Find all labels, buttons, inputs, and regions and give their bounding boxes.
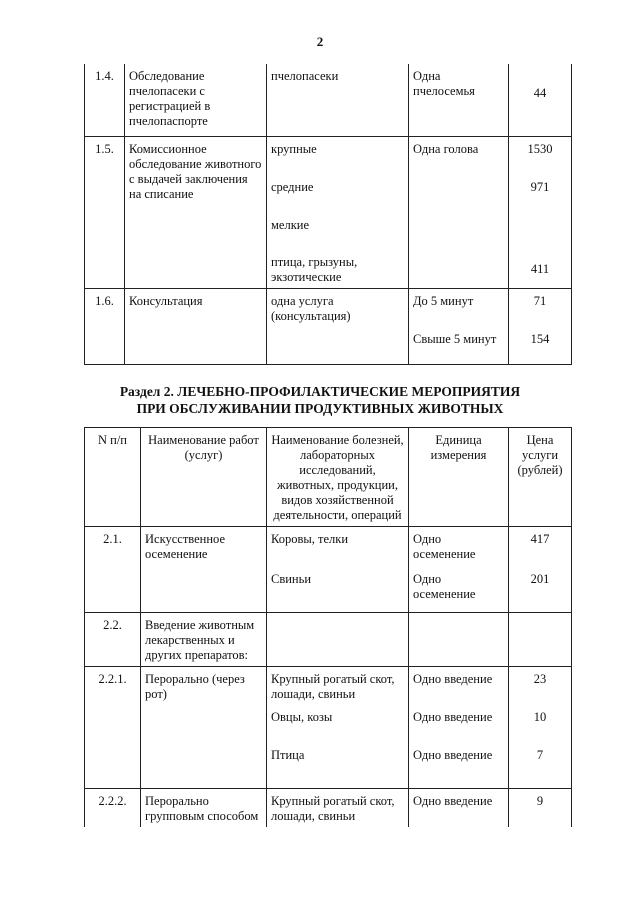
price-value: 411 xyxy=(530,261,550,276)
header-price: Цена услуги (рублей) xyxy=(509,428,572,527)
header-name: Наименование работ (услуг) xyxy=(141,428,267,527)
price-value: 417 xyxy=(530,532,550,546)
price-value: 971 xyxy=(530,179,550,194)
service-name: Искусственное осеменение xyxy=(141,527,267,613)
row-number: 2.1. xyxy=(85,527,141,613)
item-text: крупные xyxy=(271,141,317,156)
item-text: пчелопасеки xyxy=(267,64,409,136)
service-name: Обследование пчелопасеки с регистрацией в пчелопаспорте xyxy=(125,64,267,136)
price-value: 1530 xyxy=(527,141,553,156)
price-cell xyxy=(509,667,572,789)
price-value: 44 xyxy=(509,64,572,136)
item-text: Свиньи xyxy=(271,572,312,586)
header-num: N п/п xyxy=(85,428,141,527)
item-text: мелкие xyxy=(271,217,310,232)
item-text: Птица xyxy=(271,748,305,762)
table-row xyxy=(85,288,572,364)
row-number: 2.2. xyxy=(85,613,141,667)
unit-text: Одно осеменение xyxy=(413,572,476,601)
price-value: 9 xyxy=(509,789,572,828)
table-row xyxy=(85,613,572,667)
section-title-line2: ПРИ ОБСЛУЖИВАНИИ ПРОДУКТИВНЫХ ЖИВОТНЫХ xyxy=(136,401,504,416)
page-number: 2 xyxy=(316,34,324,49)
price-value: 201 xyxy=(530,572,550,586)
service-name: Перорально (через рот) xyxy=(141,667,267,789)
price-value: 23 xyxy=(533,672,547,686)
item-text: Овцы, козы xyxy=(271,710,333,724)
price-value: 71 xyxy=(533,293,547,308)
unit-cell xyxy=(409,667,509,789)
table-row xyxy=(85,667,572,789)
row-number: 2.2.2. xyxy=(85,789,141,828)
unit-text: Одна пчелосемья xyxy=(409,64,509,136)
section-title-line1: Раздел 2. ЛЕЧЕБНО-ПРОФИЛАКТИЧЕСКИЕ МЕРОПРИЯТИЯ xyxy=(119,384,521,399)
item-cell xyxy=(267,527,409,613)
table-header-row xyxy=(85,428,572,527)
header-diseases: Наименование болезней, лабораторных исследований, животных, продукции, видов хозяйственной деятельности, операций xyxy=(267,428,409,527)
price-cell xyxy=(509,527,572,613)
table-row xyxy=(85,136,572,288)
header-unit: Единица измерения xyxy=(409,428,509,527)
table-section2 xyxy=(84,427,572,827)
service-name: Перорально групповым способом xyxy=(141,789,267,828)
unit-text: Одно введение xyxy=(413,748,493,762)
unit-text: Одно введение xyxy=(413,710,493,724)
row-number: 2.2.1. xyxy=(85,667,141,789)
table-row xyxy=(85,64,572,136)
row-number: 1.6. xyxy=(85,288,125,364)
unit-text: Одно введение xyxy=(413,672,493,686)
table-row xyxy=(85,527,572,613)
item-text: одна услуга (консультация) xyxy=(267,288,409,364)
unit-cell xyxy=(409,527,509,613)
price-value: 154 xyxy=(530,331,550,346)
unit-text: До 5 минут xyxy=(413,293,474,308)
row-number: 1.5. xyxy=(85,136,125,288)
service-name: Консультация xyxy=(125,288,267,364)
unit-text: Одно введение xyxy=(409,789,509,828)
row-number: 1.4. xyxy=(85,64,125,136)
item-text: Крупный рогатый скот, лошади, свиньи xyxy=(271,672,395,701)
table-continuation xyxy=(84,64,572,365)
unit-text: Свыше 5 минут xyxy=(413,331,497,346)
service-name: Введение животным лекарственных и других препаратов: xyxy=(141,613,267,667)
price-value: 7 xyxy=(536,748,544,762)
section-title xyxy=(0,383,640,417)
unit-cell xyxy=(409,288,509,364)
item-text: средние xyxy=(271,179,314,194)
unit-text: Одно осеменение xyxy=(413,532,476,561)
item-text: птица, грызуны, экзотические xyxy=(271,254,358,284)
price-value xyxy=(513,218,567,255)
item-text: Коровы, телки xyxy=(271,532,349,546)
price-cell xyxy=(509,288,572,364)
service-name: Комиссионное обследование животного с выдачей заключения на списание xyxy=(125,136,267,288)
price-cell xyxy=(509,136,572,288)
item-text: Крупный рогатый скот, лошади, свиньи xyxy=(267,789,409,828)
item-cell xyxy=(267,136,409,288)
item-cell xyxy=(267,667,409,789)
price-value: 10 xyxy=(533,710,547,724)
unit-text: Одна голова xyxy=(409,136,509,288)
table-row xyxy=(85,789,572,828)
